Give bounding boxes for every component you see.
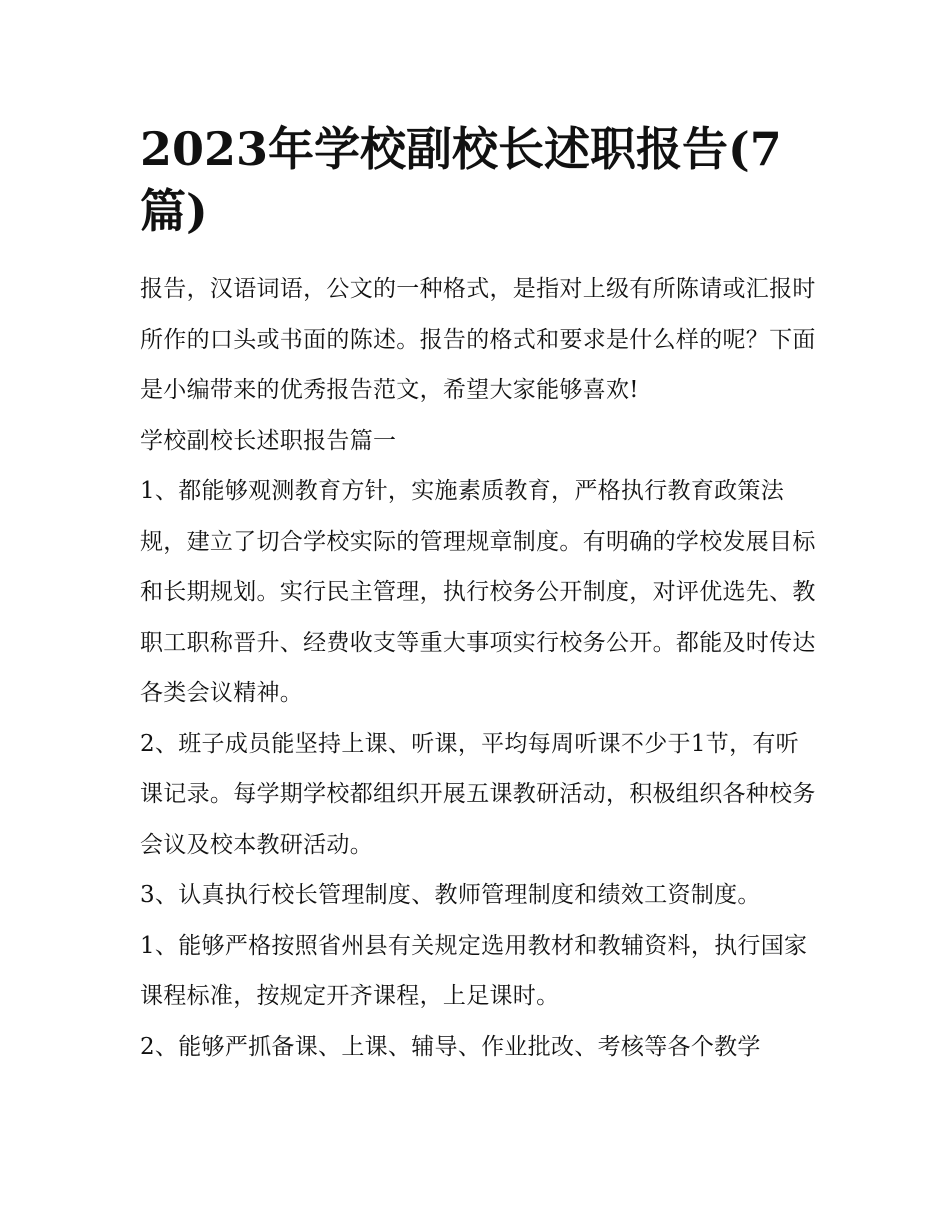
body-paragraph: 3、认真执行校长管理制度、教师管理制度和绩效工资制度。 (140, 882, 761, 908)
intro-paragraph: 报告，汉语词语，公文的一种格式，是指对上级有所陈请或汇报时所作的口头或书面的陈述。报告的格式和要求是什么样的呢？下面是小编带来的优秀报告范文，希望大家能够喜欢! (140, 276, 816, 403)
document-page (140, 0, 820, 1072)
document-body (140, 264, 820, 1072)
section-heading: 学校副校长述职报告篇一 (140, 427, 397, 454)
body-paragraph: 2、班子成员能坚持上课、听课，平均每周听课不少于1节，有听课记录。每学期学校都组织开展五课教研活动，积极组织各种校务会议及校本教研活动。 (140, 730, 816, 858)
body-paragraph: 1、都能够观测教育方针，实施素质教育，严格执行教育政策法规，建立了切合学校实际的管理规章制度。有明确的学校发展目标和长期规划。实行民主管理，执行校务公开制度，对评优选先、教职工职称晋升、经费收支等重大事项实行校务公开。都能及时传达各类会议精神。 (140, 478, 816, 706)
body-paragraph: 1、能够严格按照省州县有关规定选用教材和教辅资料，执行国家课程标准，按规定开齐课程，上足课时。 (140, 932, 808, 1009)
document-title: 2023年学校副校长述职报告(7篇) (140, 122, 782, 238)
body-paragraph: 2、能够严抓备课、上课、辅导、作业批改、考核等各个教学 (140, 1033, 761, 1060)
